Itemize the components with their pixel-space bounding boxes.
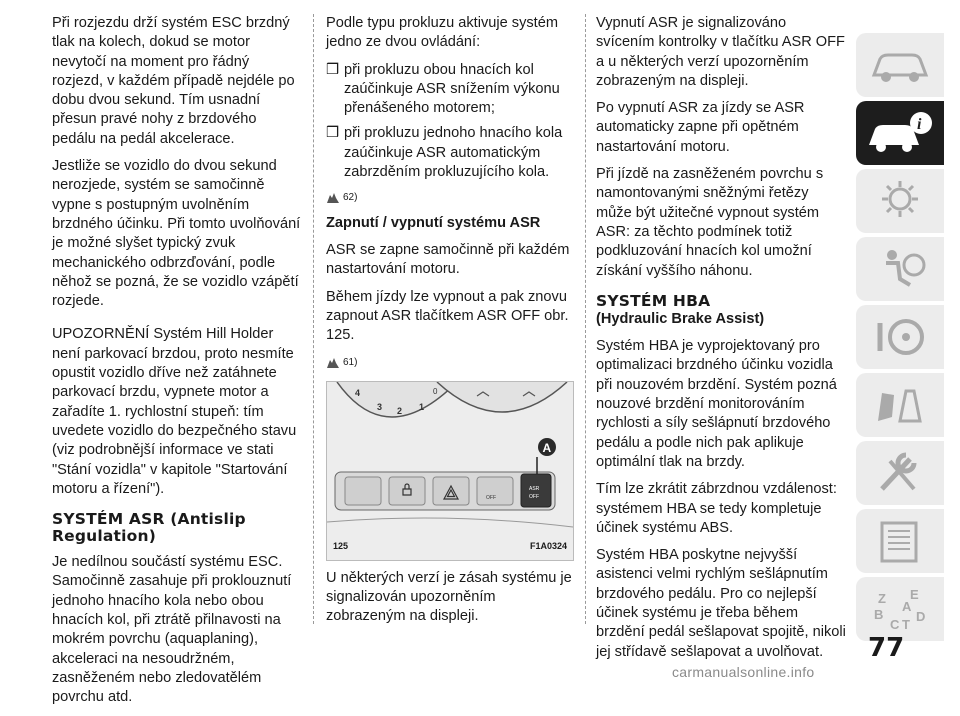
watermark: carmanualsonline.info — [672, 664, 815, 680]
tab-index[interactable] — [856, 577, 944, 641]
safety-airbag-icon — [870, 245, 930, 293]
paragraph: ASR se zapne samočinně při každém nastartování motoru. — [326, 241, 570, 278]
dial-digit: 1 — [419, 401, 425, 412]
index-letter: Z — [878, 591, 886, 606]
paragraph: Systém HBA je vyprojektovaný pro optimalizaci brzdného účinku vozidla při nouzovém brzdění. Systém pozná nouzové brzdění monitorováním rychlosti a síly sešlápnutí brzdového pedálu a podle nich pak aplikuje optimální tlak na brzdy. — [596, 338, 837, 470]
note-hand-icon — [326, 192, 340, 204]
dial-digit: 4 — [355, 387, 361, 398]
info-glyph: i — [917, 116, 922, 133]
note-reference: 61) — [326, 353, 572, 372]
paragraph: Po vypnutí ASR za jízdy se ASR automaticky zapne při opětném nastartování motoru. — [596, 100, 805, 155]
figure-code: F1A0324 — [529, 541, 567, 552]
button-text: OFF — [486, 494, 496, 501]
subheading-asr-toggle: Zapnutí / vypnutí systému ASR — [326, 214, 541, 231]
column-middle — [326, 14, 572, 635]
bullet-text: při prokluzu obou hnacích kol zaúčinkuje ASR snížením výkonu přenášeného motorem; — [344, 61, 560, 117]
paragraph: Během jízdy lze vypnout a pak znovu zapnout ASR tlačítkem ASR OFF obr. 125. — [326, 288, 569, 344]
dashboard-illustration — [327, 382, 573, 560]
index-letter: E — [910, 587, 919, 602]
note-reference: 62) — [326, 188, 572, 207]
tab-maintenance[interactable] — [856, 441, 944, 505]
callout-label: A — [542, 440, 552, 455]
section-heading-hba: SYSTÉM HBA — [596, 291, 711, 310]
bullet-item — [326, 61, 572, 119]
checkbox-bullet-icon: ❒ — [326, 61, 340, 78]
paragraph: Vypnutí ASR je signalizováno svícením kontrolky v tlačítku ASR OFF a u některých verzí upozorněním zobrazeným na displeji. — [596, 15, 845, 89]
page-number: 77 — [868, 633, 905, 663]
index-letter: A — [902, 599, 912, 614]
maintenance-icon — [870, 449, 930, 497]
index-letter: D — [916, 609, 926, 624]
tab-starting-driving[interactable] — [856, 305, 944, 369]
tab-dashboard[interactable] — [856, 33, 944, 97]
paragraph: U některých verzí je zásah systému je signalizován upozorněním zobrazeným na displeji. — [326, 569, 572, 625]
tab-technical-data[interactable] — [856, 509, 944, 573]
tab-safety[interactable] — [856, 237, 944, 301]
asr-off-button-text: OFF — [529, 493, 539, 500]
warning-lights-icon — [870, 177, 930, 225]
checkbox-bullet-icon: ❒ — [326, 125, 340, 142]
dial-digit: 3 — [377, 401, 383, 412]
bullet-text: při prokluzu jednoho hnacího kola zaúčinkuje ASR automatickým zabrzděním prokluzujícího kola. — [344, 125, 563, 181]
tab-car-info[interactable] — [856, 101, 944, 165]
starting-driving-icon — [870, 313, 930, 361]
index-letter: C — [890, 617, 900, 632]
section-heading-asr: SYSTÉM ASR (Antislip Regulation) — [52, 510, 246, 546]
paragraph: Systém HBA poskytne nejvyšší asistenci velmi rychlým sešlápnutím brzdového pedálu. Pro co nejlepší účinek systému je třeba během brzdění pedál sešlapovat spojitě, nikoli jej střídavě sešlapovat a uvolňovat. — [596, 547, 846, 660]
column-divider — [313, 14, 314, 624]
paragraph: Při jízdě na zasněženém povrchu s namontovanými sněžnými řetězy může být užitečné vypnout systém ASR: za těchto podmínek totiž podkluzování hnacích kol umožní získání vyššího náhonu. — [596, 166, 824, 279]
emergency-icon — [870, 381, 930, 429]
tab-emergency[interactable] — [856, 373, 944, 437]
figure-number: 125 — [333, 541, 349, 552]
asr-off-button-text: ASR — [529, 485, 540, 492]
chapter-tabs — [856, 33, 944, 645]
car-info-icon — [865, 109, 935, 157]
paragraph: Při rozjezdu drží systém ESC brzdný tlak na kolech, dokud se motor nevytočí na moment pro řádný rozjezd, v každém případě nejdéle po dobu dvou sekund. Tím usnadní přesun pravé nohy z brzdového pedálu na pedál akcelerace. — [52, 15, 295, 147]
bullet-item — [326, 124, 572, 182]
technical-data-icon — [870, 517, 930, 565]
column-left — [52, 14, 302, 716]
figure-asr-button — [326, 381, 574, 561]
column-divider — [585, 14, 586, 624]
paragraph: Tím lze zkrátit zábrzdnou vzdálenost: systémem HBA se tedy kompletuje účinek systému ABS. — [596, 481, 837, 536]
index-alphabet-icon — [868, 585, 932, 633]
paragraph: Podle typu prokluzu aktivuje systém jedno ze dvou ovládání: — [326, 15, 558, 51]
tab-warning-lights[interactable] — [856, 169, 944, 233]
index-letter: B — [874, 607, 884, 622]
dial-digit: 2 — [397, 405, 403, 416]
paragraph: Je nedílnou součástí systému ESC. Samočinně zasahuje při proklouznutí jednoho hnacího kola nebo obou hnacích kol, při ztrátě přilnavosti na mokrém povrchu (aquaplaning), akceleraci na nesoudržném, zasněženém nebo zledovatělém povrchu atd. — [52, 554, 292, 706]
subheading-hba: (Hydraulic Brake Assist) — [596, 310, 765, 327]
car-dashboard-icon — [868, 43, 932, 87]
paragraph: UPOZORNĚNÍ Systém Hill Holder není parkovací brzdou, proto nesmíte opustit vozidlo dříve než zatáhnete parkovací brzdu, vypnete motor a zařadíte 1. rychlostní stupeň: tím uvedete vozidlo do bezpečného stavu (viz podrobnější informace ve stati "Stání vozidla" v kapitole "Startování motoru a řízení"). — [52, 326, 297, 497]
paragraph: Jestliže se vozidlo do dvou sekund nerozjede, systém se samočinně vypne s postupným uvolněním brzdného účinku. Při tomto uvolňování je možné slyšet typický zvuk mechanického odbrzďování, podle něhož se pozná, že se vozidlo vzápětí rozjede. — [52, 158, 301, 310]
note-hand-icon — [326, 357, 340, 369]
column-right — [596, 14, 848, 670]
index-letter: T — [902, 617, 910, 632]
dial-digit: 0 — [433, 386, 438, 396]
